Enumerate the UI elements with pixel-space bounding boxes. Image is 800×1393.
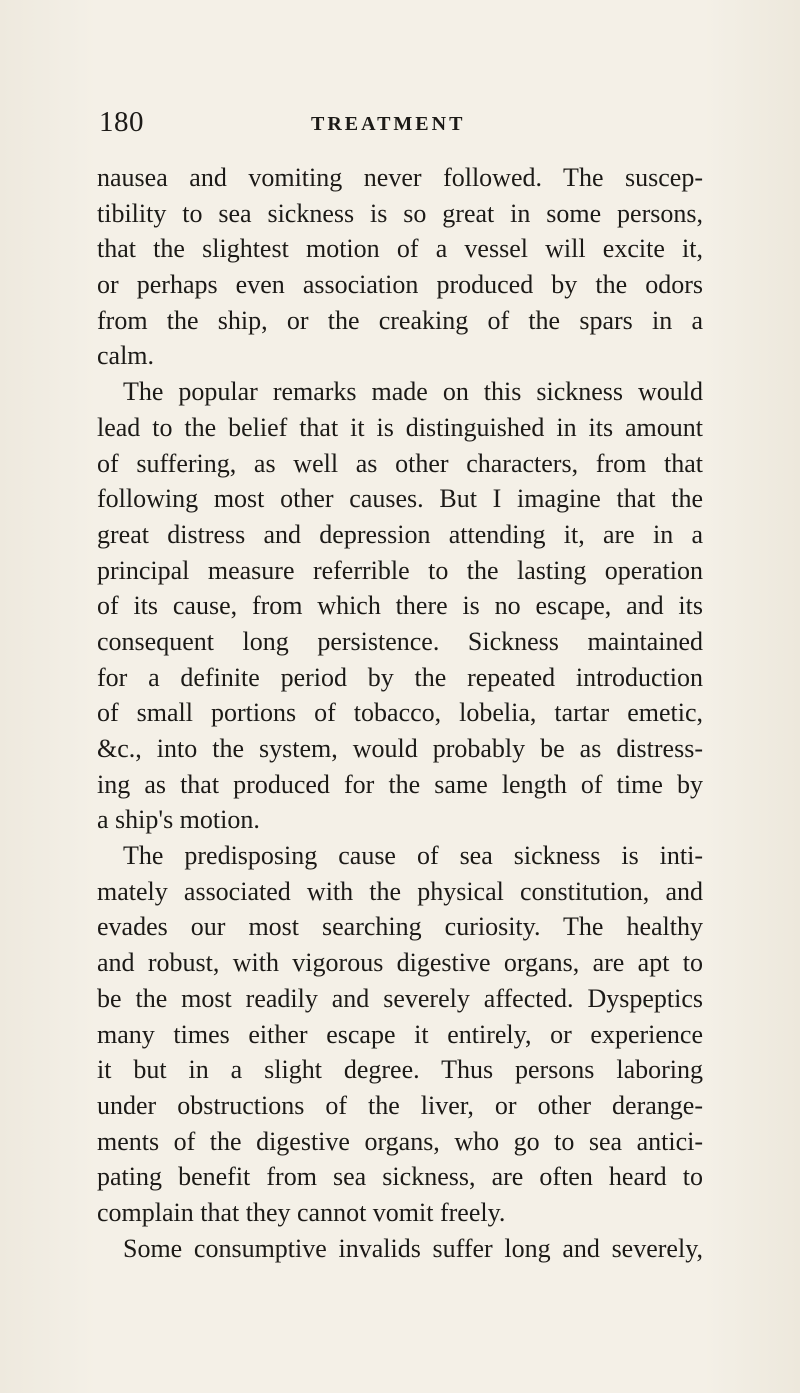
text-line: of suffering, as well as other characters, from that: [97, 448, 703, 478]
text-line: or perhaps even association produced by the odors: [97, 270, 703, 300]
text-line: The popular remarks made on this sickness would: [123, 377, 703, 407]
body-text: [97, 160, 703, 1266]
text-line: pating benefit from sea sickness, are often heard to: [97, 1162, 703, 1192]
text-line: be the most readily and severely affected. Dyspeptics: [97, 983, 703, 1013]
page-number: 180: [99, 106, 144, 138]
text-line: great distress and depression attending it, are in a: [97, 519, 703, 549]
text-line: lead to the belief that it is distinguished in its amount: [97, 412, 703, 442]
text-line: a ship's motion.: [97, 805, 260, 835]
text-line: many times either escape it entirely, or experience: [97, 1019, 703, 1049]
paragraph: [97, 1231, 703, 1267]
text-line: nausea and vomiting never followed. The suscep-: [97, 163, 703, 192]
text-line: mately associated with the physical constitution, and: [97, 876, 703, 906]
text-line: under obstructions of the liver, or other derange-: [97, 1090, 703, 1120]
text-line: of small portions of tobacco, lobelia, tartar emetic,: [97, 698, 703, 728]
text-line: for a definite period by the repeated introduction: [97, 662, 703, 692]
text-line: that the slightest motion of a vessel will excite it,: [97, 234, 703, 264]
page-header: [99, 102, 699, 142]
paragraph: [97, 160, 703, 374]
text-line: of its cause, from which there is no escape, and its: [97, 591, 703, 621]
paragraph: [97, 838, 703, 1231]
text-line: ments of the digestive organs, who go to sea antici-: [97, 1126, 703, 1156]
text-line: and robust, with vigorous digestive organs, are apt to: [97, 948, 703, 978]
text-line: tibility to sea sickness is so great in some persons,: [97, 198, 703, 228]
text-line: calm.: [97, 341, 155, 371]
text-line: it but in a slight degree. Thus persons laboring: [97, 1055, 703, 1085]
text-line: ing as that produced for the same length of time by: [97, 769, 703, 799]
text-line: consequent long persistence. Sickness maintained: [97, 626, 703, 656]
text-line: The predisposing cause of sea sickness is inti-: [123, 841, 703, 871]
text-line: principal measure referrible to the lasting operation: [97, 555, 703, 585]
text-line: complain that they cannot vomit freely.: [97, 1197, 506, 1227]
text-line: from the ship, or the creaking of the spars in a: [97, 305, 703, 335]
text-line: following most other causes. But I imagine that the: [97, 484, 703, 514]
running-head: TREATMENT: [311, 113, 466, 135]
text-line: &c., into the system, would probably be as distress-: [97, 734, 703, 763]
text-line: Some consumptive invalids suffer long and severely,: [123, 1233, 703, 1263]
text-line: evades our most searching curiosity. The healthy: [97, 912, 703, 942]
paragraph: [97, 374, 703, 838]
